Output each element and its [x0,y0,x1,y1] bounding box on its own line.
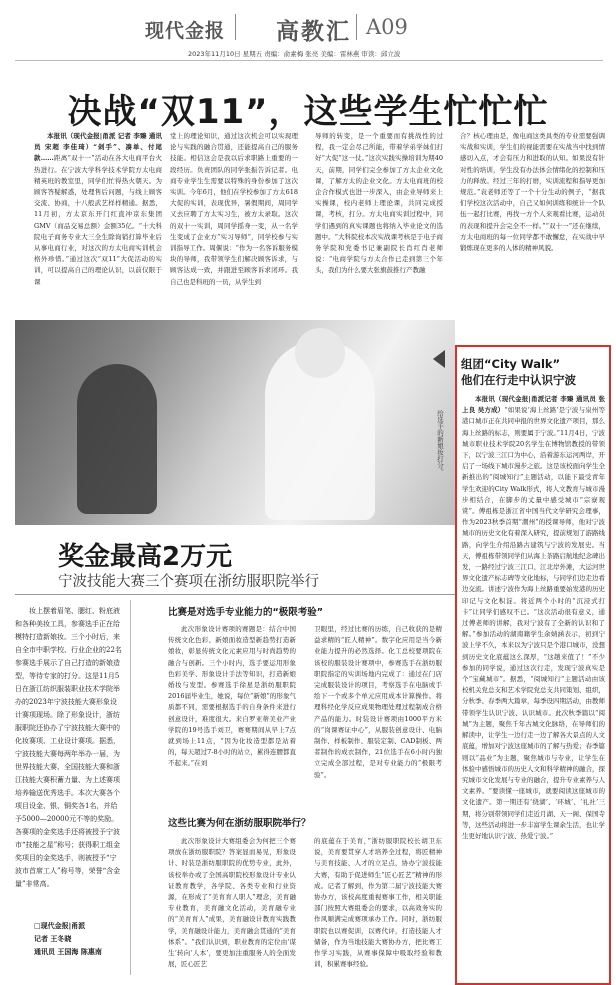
story-intro-text: 妆上摆着眉笔、腮红、粉底液和各种美妆工具，参赛选手正在给模特打造新娘妆。三个小时后，来自全市中职学校、行业企业的22名参赛选手展示了自己打造的新娘造型，等待专家的打分。这是11月5日在浙江纺织服装职业技术学院举办的2023年宁波技能大赛形象设计赛项现场。除了形象设计，浙纺服职院还协办了宁波技能大赛中的化妆赛项、工业设计赛项。据悉，宁波技能大赛每两年举办一届，为世界技能大赛、全国技能大赛和浙江技能大赛积蓄力量、为上述赛项培养输送优秀选手。本次大赛各个项目设金、银、铜奖各1名，并给予5000—20000元不等的奖励。各赛项的金奖选手还将被授予宁波市“技能之星”称号；获得职工组金奖项目的金奖选手，则被授予“宁波市首席工人”称号等，荣誉“含金量”非常高。 [15,607,122,888]
story-intro [15,605,123,915]
page-number: A09 [366,15,408,39]
story-headline: 奖金最高2万元 [58,542,233,572]
photo-caption: 给选手的新娘妆打分。 [436,410,444,475]
sidebar-text: “如果说‘海上丝路’是宁波与泉州等港口城市正在共同申报的世界文化遗产项目，那么海上丝路的标志，则要属于宁波。”11月4日，宁波城市职业技术学院20名学生在博物馆教授的带领下，以宁波三江口为中心，沿着游东运河两岸，开启了一场线下城市漫步之旅。这是该校面向学生全新推出的“阅城知行”主题活动，以能下最受青年学生欢迎的City Walk形式，将人文教育与城市漫步相结合，在脚步的丈量中感受城市“宗寮观赏”。傅祖栋是浙江省中国当代文学研究会理事，作为2023秋季首期“潮州”的授课导师，他对宁波城市的历史文化有着深入研究，提前规划了游路线路，向学生介绍沿路古建筑与宁波的发展史。当天，傅祖栋带领同学们从海上茶路启航地纪念碑出发，一路经过宁波三江口、江北岸外滩，大运河世界文化遗产标志碑等文化地标，与同学们边走边看边交流。讲述宁波作为海上丝路重要始发港的历史印记与文化积淀。将近两个小时的“沉浸式打卡”让同学们感叹不已。“这次活动很有意义，通过傅老师的讲解，我对宁波有了全新的认识和了解。”参加活动的湖南籍学生余婧涵表示，初到宁波上学不久，本来以为宁波只是个港口城市，没想到历史文化底蕴这么深厚，“这趟来值了！”不少参加的同学说，通过这次行走，发现宁波真实是个“宝藏城市”。据悉，“阅城知行”主题活动由该校机关党总支和艺术学院党总支共同策划、组织，分秋季、春季两大篇章，每季设四期活动，由教师带领学生认识宁波、认识城市。此次秋季篇以“阅城”为主题，聚焦千年古城文化脉络，在导师们的解读中，让学生一边行走一边了解各大景点的人文底蕴，增加对宁波这座城市的了解与热爱；春季篇则以“品业”为主题，聚焦城市与专业，让学生在体验中感悟城市的历史人文和科学精神的融合，探究城市文化发展与专业的融合，提升专业素养与人文素养。“要读懂一座城市，就要阅读这座城市的文化遗产。第一期还有‘绕湖’、‘环城’、‘礼社’三期，将分别带领同学们走近月湖、天一阁、保国寺等，这些活动将进一步丰富学生课余生活，也让学生更好地认识宁波、热爱宁波。” [462,406,605,840]
byline-line: 记者 王冬晓 [34,935,72,943]
divider [15,594,455,595]
article-text: 此次形象设计大赛组委会为何把三个赛项放在浙纺服职院？答案显而易见，形象设计、时装是浙纺服职院的优势专业，此外，该校举办或了全国高职院校形象设计专业认证教育教学，各学院、各类专业和行业资源，在形成了“美育育人职人”理念，美育融专业教育，美育融文化活动，美育融专业的“美育育人”成果，美育融设计教育实践教学，美育融设计能力，美育融会贯通的“美育体系”。“我们认识到，职业教育的定位由‘谋生’转向‘人本’，要更加注重服务人的全面发展，匠心匠艺 [168,837,296,969]
photo-headpiece [295,328,345,378]
section-title: 这些比赛为何在浙纺服职院举行？ [168,818,311,829]
newspaper-brand: 现代金报 [145,20,226,42]
news-photo [15,320,455,525]
article-text: 的底蕴在于美育，”浙纺服职院校长胡卫东说，美育要贯穿人才培养全过程，将匠精神与美育技能、人才的立足点，协办宁波技能大赛，有助于促进师生“匠心匠艺”精神的形成。记者了解到，作为第二届宁波技能大赛协办方，该校高度重视赛事工作，相关职能部门按照大赛组委会的要求，以高效务实的作风顺满完成赛项承办工作。同时，浙纺服职院也以赛促训，以赛代评，打造技能人才储备，作为当地技能大赛协办方，把比赛工作学习实践，从赛事保障中吸取经验和教训，积累赛事经验。 [314,837,442,969]
article-text: 堂上的理论知识，通过这次机会可以实现理论与实践的融合贯通，还能提高自己的服务技能。相信这会是我以后求职路上重要的一段经历。负责团队的同学张振告诉记者。电商专业学生生需要以特殊的身份参加了这次实训。今年6月，他们在学校参加了方太618大促的实训，表现优异，暑假期间，周同学又去应聘了方太实习生，被方太录取。这次的双十一实训，周同学摇身一变，从一名学生变成了企业方“实习导师”，同学校参与实训指导工作。周偃说：“作为一名客诉服务模块的导师，我带领学生们解决顾客诉求，与顾客达成一致，并跟进至顾客诉求闭环。我自己也是科班的一员，从学生到 [170,132,298,286]
issue-meta: 2023年11月10日 星期五 责编：俞素梅 张亮 美编：雷林燕 审读：邱立波 [188,50,401,58]
byline-line: □现代金报|甬派 [34,922,86,930]
article-lead: 本报讯（现代金报|甬派 记者 李臻 通讯员 宋超 李佳琦）“剁手”、凑单、付尾款…… [34,132,162,163]
article-text: 合？核心理由是，像电商这类具类的专业需要强调实战和实训，学生们的视能需要在实战当中找到情感切入点，才会有压力和进取的认知。如果没有针对性的培训，学生没有办法体会情绪化的控制和压力的释放。经过三年的打磨，实训流程和指导更加规范。”袁老师还等了一个十分生动的例子，“据我们学校这次活动中，自己又如何训练和统计一个队伍一起打比赛，再找一方个人来观看比赛，运动员的表现和提升会完全不一样。”“双十一”还在继续，方太电商班的每一位同学都不敢懈怠，在实战中早锻炼现在更多的人体的精神风貌。 [460,132,605,253]
article-text: 卫眼里，经过比赛的历练，自己收获的是精益求精的“匠人精神”。数字化应用是当今新业能力提升的必然选择。化工总校要项院在该校的服装设计赛项中，参赛选手在浙纺服职院指定的实训场地内完成了：通过在门店完成服装设计的项目，考察选手在电脑或手绘下一个或多个单元应用成本计算操作。将理科经化学反应成果物理处理过程制成合格产品的能力。时装设计赛项由1000平方米的“岗课赛证中心”，从服装创意设计、电脑制作、样板制作、服装定制、CAD制板、两者制作的成衣制作，21位选手在6小时内独立完成全部过程，是对专业能力的“极限考验”。 [314,625,442,779]
header-divider [356,14,357,40]
article-text: 此次形象设计赛项的赛题是：结合中国传统文化色彩、新娘面妆造型新趋势打造新娘妆，彰显传统文化元素应用与时尚趋势的融合与创新。三个小时内，选手要运用形象色彩美学、形象设计手法等知识，打造新娘婚妆与发型。参赛选手徐星是浙纺服职院2016届毕业生，她说，每位“新娘”的形象气质都不同，需要根据选手的自身条件来进行创意设计，难度很大。来自罗亚蒂美业产业学院的19号选手刘卫，赛赛期间从早上7点就到场上11点，“因为化妆造型都是站着的，每天超过7-8小时的站立，累得连腰都直不起来。”在刘 [168,625,296,768]
article-column [168,836,296,976]
section-title: 比赛是对选手专业能力的“极限考验” [168,607,323,618]
photo-figure-judge [77,364,157,514]
sidebar-lead: 本报讯（现代金报|甬派记者 李臻 通讯员 张上良 吴方成） [462,395,605,415]
article-text: 距离“双十一”活动在各大电商平台火热进行。在宁波大学科学技术学院方太电商精英班的教室里，同学们忙得热火朝天。为顾客答疑解惑，处理售后问题，与线上顾客交流、协商，十八般武艺样样精通。据悉，11月初，方太京东开门红直冲京东集团GMV（商品交易总额）金额35亿。“十大科院电子商务专业大三全生除询销打算毕业后从事电商行业，对这次的方太电商实训机会格外珍惜。”通过这次“双11”大促活动的实训，可以提高自己的理论认识，以前仅限于课 [34,154,162,286]
sidebar-subtitle: 他们在行走中认识宁波 [461,373,576,387]
main-headline: 决战“双11”，这些学生忙忙忙 [67,92,549,132]
section-name: 高教汇 [276,18,351,45]
story-subheadline: 宁波技能大赛三个赛项在浙纺服职院举行 [58,574,319,590]
byline-line: 通讯员 王国海 陈惠南 [34,948,102,956]
article-column [34,131,162,316]
article-column [314,624,442,806]
article-column [168,624,296,806]
header-rule [15,60,603,61]
article-column [314,836,442,976]
article-column [315,131,443,316]
column-rule [130,600,131,975]
article-text: 导师的转变，是一个重要而有挑战性的过程，我一定会尽己所能，带着学弟学妹们打好“大促”这一仗。”这次实践实操培训为期40天，前期，同学们完全参加了方太企业文化课，了解方太的企业文化。方太电商班的校企合作模式也进一步深入，由企业导师来上实操课，校内老师上理论课，共同完成授课，考核，打分。方太电商实训过程中，同学们遇到的真实课题也将纳入毕业论文的选题中。“大科院校本次实战课考核是于电子商务学院和党委书记兼副院长肖红肖老师说：“电商学院与方太合作已走到第三个年头，我们为什么要大张旗鼓推行产教融 [315,132,443,275]
article-column [460,131,605,316]
byline [34,920,124,959]
sidebar-title: 组团“City Walk” [461,357,561,371]
header-divider [235,14,236,40]
sidebar-article [462,394,605,976]
pointer-icon [433,350,445,368]
article-column [170,131,298,316]
